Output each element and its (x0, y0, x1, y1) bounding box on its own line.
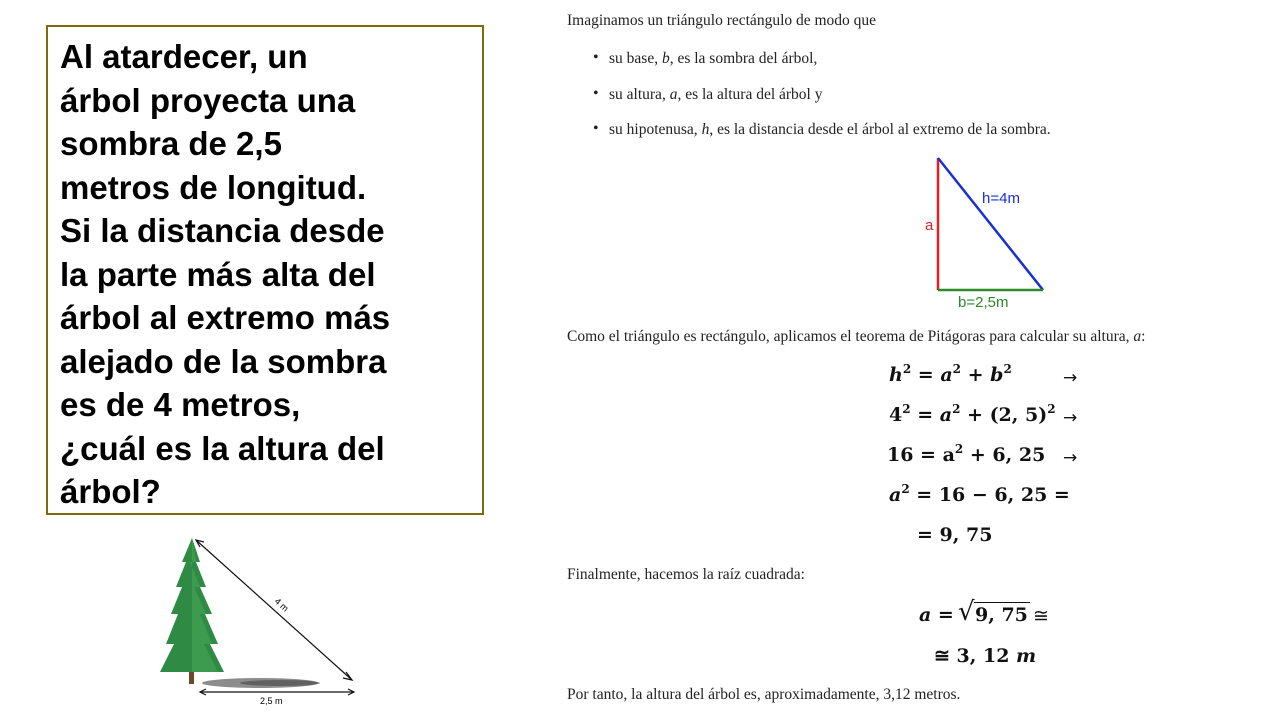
problem-line: Al atardecer, un (60, 38, 308, 75)
tree-shadow-illustration (160, 532, 360, 720)
equation-3: $16 = a^2 + 6$, 25 (887, 442, 1046, 466)
arrow: → (1063, 408, 1078, 428)
label-h: h=4m (982, 190, 1020, 207)
equation-4: $a^2 = 16 - 6$, 25 = (889, 482, 1070, 506)
intro-text: Imaginamos un triángulo rectángulo de modo que (567, 12, 877, 29)
problem-line: Si la distancia desde (60, 212, 385, 249)
problem-line: árbol proyecta una (60, 81, 356, 119)
equation-2: $4^2 = a^2 + (2$, 5)$^2$ (889, 402, 1056, 426)
equation-5: = 9, 75 (917, 524, 993, 546)
hypotenuse-line (196, 540, 352, 680)
final-text: Finalmente, hacemos la raíz cuadrada: (567, 566, 805, 583)
approx-symbol: ≅ (1033, 605, 1049, 627)
sqrt-icon: √ (958, 597, 975, 627)
problem-box (46, 25, 484, 515)
conclusion-text: Por tanto, la altura del árbol es, aproximadamente, 3,12 metros. (567, 686, 961, 703)
hyp-label: 4 m (272, 596, 291, 614)
problem-line: alejado de la sombra (60, 342, 387, 380)
equation-1: $h^2 = a^2 + b^2$ (889, 362, 1012, 386)
label-b: b=2,5m (958, 294, 1009, 311)
root-result: ≅ 3, 12 m (934, 645, 1037, 667)
problem-line: árbol? (60, 473, 161, 510)
arrow: → (1063, 448, 1078, 468)
pythagoras-text: Como el triángulo es rectángulo, aplicamos el teorema de Pitágoras para calcular su altura, a: (567, 328, 1146, 345)
problem-line: es de 4 metros, (60, 386, 301, 423)
solution-panel: Imaginamos un triángulo rectángulo de modo que su base, b, es la sombra del árbol, su altura, a, es la altura del árbol y su hipotenusa, h, es la distancia desde el árbol al extremo de la sombra. a h=4m b=2,5m Como el triángulo es rectángulo, aplicamos el teorema de Pitágoras para calcular su altura, a: $h^2 = a^2 + b^2$ → $4^2 = a^2 + (2$, 5)$^2$ → $16 = a^2 + 6$, 25 → $a^2 = 16 - 6$, 25 = = 9, 75 Finalmente, hacemos la raíz cuadrada: a = √ 9, 75 ≅ ≅ 3, 12 m Por tanto, la altura del árbol es, aproximadamente, 3,12 metros. (567, 12, 1146, 703)
arrow: → (1063, 368, 1078, 388)
problem-line: sombra de 2,5 (60, 125, 282, 162)
problem-line: árbol al extremo más (60, 299, 391, 336)
problem-line: metros de longitud. (60, 168, 367, 206)
sqrt-bar (974, 602, 1030, 603)
problem-line: ¿cuál es la altura del (60, 429, 385, 467)
label-a: a (925, 217, 934, 234)
base-label: 2,5 m (260, 696, 283, 706)
problem-line: la parte más alta del (60, 255, 376, 293)
right-triangle-diagram (917, 150, 1067, 312)
radicand: 9, 75 (975, 604, 1028, 626)
root-equation: a = (919, 604, 954, 626)
side-h (938, 158, 1043, 290)
